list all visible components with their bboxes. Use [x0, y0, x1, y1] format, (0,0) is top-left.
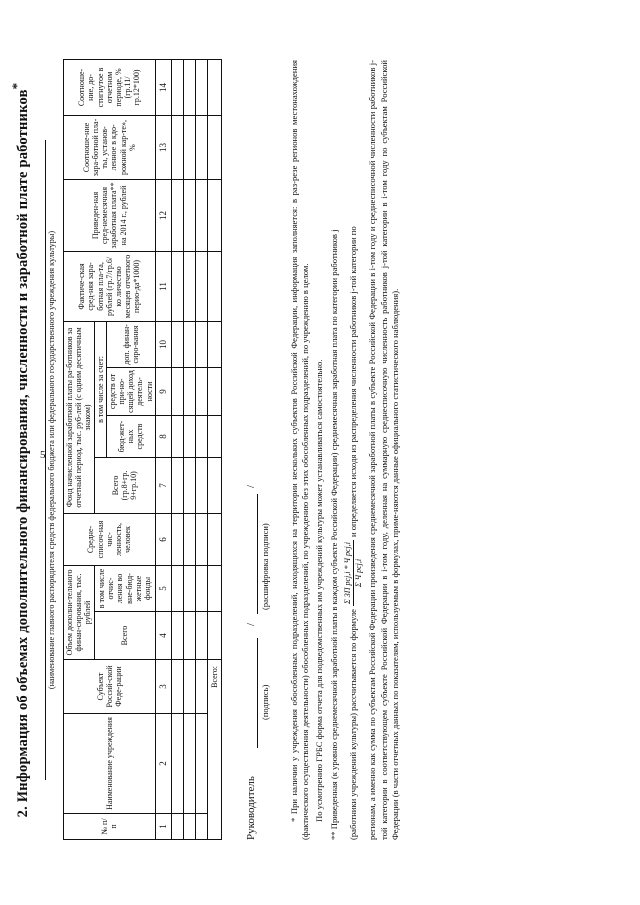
col-number: 5 — [155, 565, 171, 611]
footnote-1-text: При наличии у учреждения обособленных подразделений, находящихся на территории нескольких субъектов Российской Федерации, информация заполняется: в раз-резе регионов местонахождения (фактического осуществления деятельности) обособленных подразделений, по учреждению без этих обособленных подразделений, по учреждению в целом. — [289, 60, 311, 840]
header-row-1 — [64, 59, 95, 839]
footnote-3-mark: ** — [328, 831, 339, 840]
footnote-3-text-b: (работники учреждений культуры) рассчитывается по формуле — [347, 609, 358, 840]
col-header-4-5: Объем дополни-тельного финан-сирования, тыс. рублей — [64, 565, 95, 659]
signature-slash: / — [245, 622, 257, 626]
footnote-3-continued: регионам, а именно как сумма по субъектам Российской Федерации произведения среднемесячной заработной платы в субъекте Российской Федерации в i-том году и среднесписочной численности работников j-той категории в соответствующем субъекте Российской Федерации в i-том году, деленная на суммарную среднесписочную численность работников j-той категории в i-том году по субъектам Российской Федерации (в части отчетных данных по показателям, используемым в формулах, приме-няются данные официального статистического наблюдения). — [367, 60, 400, 840]
col-number: 13 — [155, 115, 171, 179]
footnote-3-text-a: Приведенная (к уровню среднемесячной заработной платы в каждом субъекте Российской Федерации) среднемесячная заработная плата по категории работников j — [328, 229, 339, 830]
page-number: 5 — [40, 449, 46, 461]
table-row — [171, 59, 183, 839]
total-label: Всего: — [207, 660, 221, 840]
table-row — [183, 59, 195, 839]
col-header-3: Субъект Россий-ской Феде-рации — [64, 660, 156, 714]
signatory-label: Руководитель — [245, 776, 257, 840]
col-header-8-10: в том числе за счет: — [94, 321, 106, 457]
col-header-6: Средне-списоч-ная чис-ленность, человек — [64, 513, 156, 565]
col-header-2: Наименование учреждения — [64, 714, 156, 814]
organization-caption: (наименование главного распорядителя средств федерального бюджета или федерального государственного учреждения культуры) — [45, 140, 56, 780]
name-line — [257, 494, 258, 614]
col-number: 8 — [155, 415, 171, 457]
formula-denominator: Σ Ч pcj,i — [354, 558, 364, 588]
col-header-8: бюд-жет-ных средств — [106, 415, 155, 457]
col-number: 3 — [155, 660, 171, 714]
col-header-11: Фактиче-ская сред-няя зара-ботная пла-та, рублей (гр.7/гр.6/ко личество месяцев отчетного перио-да*1000) — [64, 251, 156, 321]
col-number: 11 — [155, 251, 171, 321]
col-header-5: в том числе отчис-ления во вне-бюд-жетные фонды — [94, 565, 155, 611]
col-header-10: доп. финан-сиро-вания — [106, 321, 155, 367]
footnote-1-mark: * — [289, 817, 299, 822]
name-caption: (расшифровка подписи) — [260, 523, 270, 610]
signature-block — [245, 60, 285, 840]
average-wage-formula — [343, 540, 365, 606]
col-header-12: Приведен-ная сред-немесячная заработная плата** на 2014 г., рублей — [64, 179, 156, 251]
footnote-3-formula-line — [343, 60, 365, 840]
col-number: 6 — [155, 513, 171, 565]
col-header-7-10: Фонд начисленной заработной платы ра-ботников за отчетный период, тыс. руб-лей (с одним десятичным знаком) — [64, 321, 95, 513]
total-row — [207, 59, 221, 839]
col-number: 10 — [155, 321, 171, 367]
footnote-3-text-c: и определяется исходя из распределения численности работников j-той категории по — [347, 226, 358, 538]
col-number: 12 — [155, 179, 171, 251]
formula-numerator: Σ ЗП pcj,i * Ч pcj,i — [343, 540, 354, 606]
footnotes — [289, 60, 404, 840]
col-number: 9 — [155, 367, 171, 415]
col-header-4: Всего — [94, 612, 155, 660]
table-row — [195, 59, 207, 839]
rotated-content — [9, 60, 620, 840]
title-footnote-mark: * — [9, 82, 25, 90]
column-number-row — [155, 59, 171, 839]
section-title-text: 2. Информация об объемах дополнительного финансирования, численности и заработной плате работников — [15, 89, 31, 818]
col-number: 4 — [155, 612, 171, 660]
footnote-3 — [329, 60, 340, 840]
col-header-13: Соотноше-ние зара-ботной пла-ты, установ-ленное в кдо-рожной кар-те», % — [64, 115, 156, 179]
col-header-7: Всего (гр.8+гр. 9+гр.10) — [94, 457, 155, 513]
footnote-1 — [289, 60, 311, 840]
col-number: 14 — [155, 59, 171, 115]
staffing-table — [63, 59, 222, 840]
col-header-9: средств от при-но-сящей доход деятель-ности — [106, 367, 155, 415]
col-header-14: Соотноше-ние, до-стигнутое в отчетном периоде, % (гр.11/ гр.12*100) — [64, 59, 156, 115]
col-number: 2 — [155, 714, 171, 814]
footnote-2: По усмотрению ГРБС форма отчета для подведомственных им учреждений культуры может устанавливаться самостоятельно. — [314, 359, 325, 822]
signature-slash-end: / — [245, 484, 257, 488]
col-number: 1 — [155, 814, 171, 840]
col-number: 7 — [155, 457, 171, 513]
col-header-1: № п/ п — [64, 814, 156, 840]
section-title — [9, 60, 32, 840]
signature-line — [257, 638, 258, 748]
signature-caption: (подпись) — [260, 684, 270, 720]
